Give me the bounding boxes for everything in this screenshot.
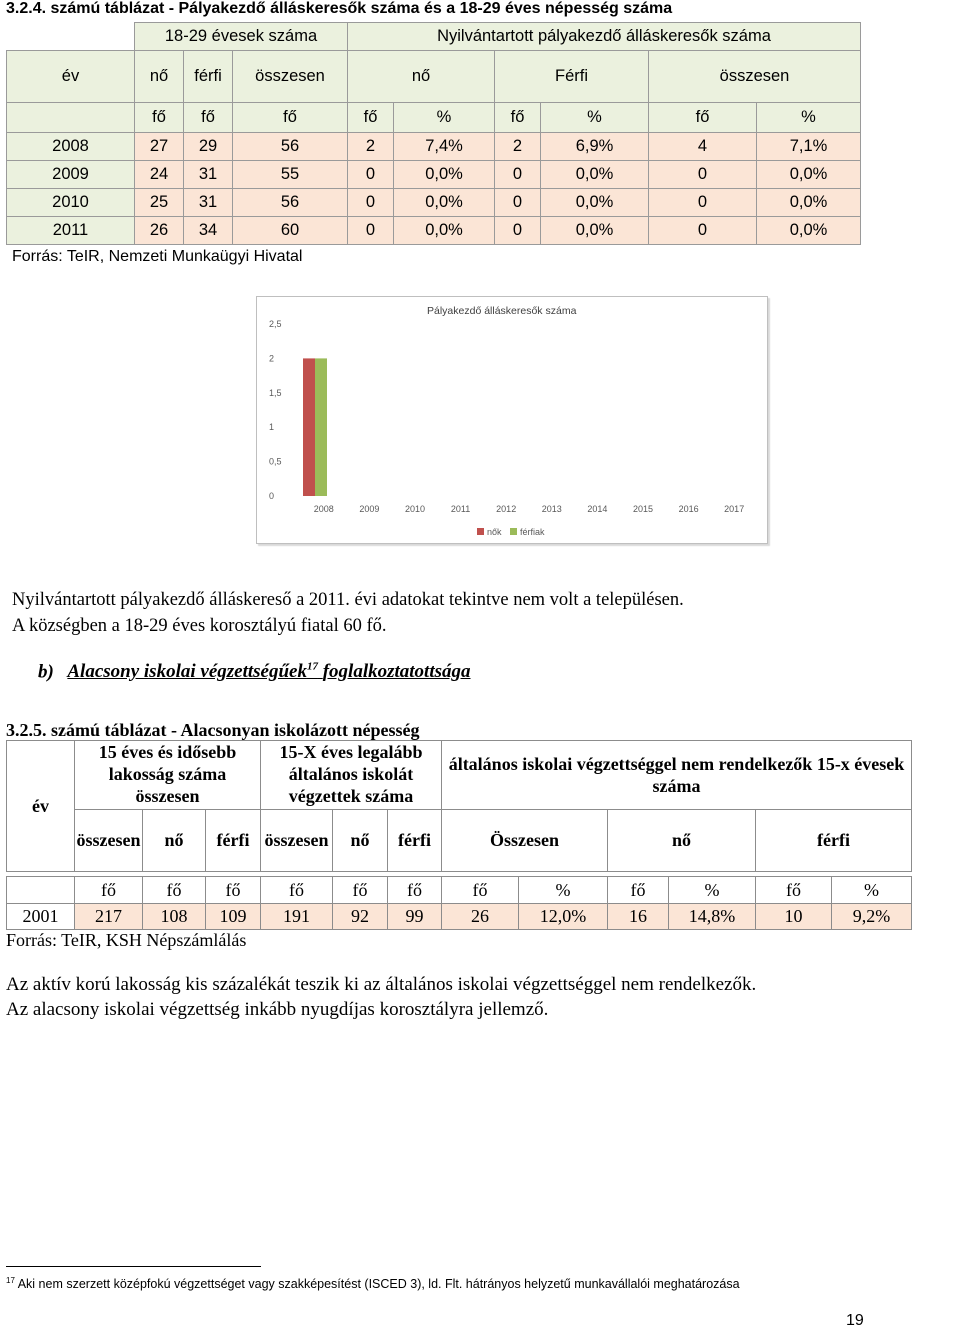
- youth-jobseekers-table: [6, 22, 861, 245]
- table-cell: 0,0%: [394, 161, 495, 189]
- table-cell: 31: [184, 189, 233, 217]
- unit-header: fő: [388, 877, 442, 904]
- col-header-year: év: [7, 51, 135, 103]
- footnote-divider: [6, 1266, 261, 1267]
- table-cell: 0: [348, 189, 394, 217]
- x-tick-label: 2016: [678, 504, 699, 514]
- group-header-completed: 15-X éves legalább általános iskolát végzettek száma: [261, 741, 442, 810]
- table-cell: 7,1%: [757, 133, 861, 161]
- legend-swatch: [510, 528, 517, 535]
- table-row: [7, 189, 861, 217]
- table-cell: 0,0%: [394, 189, 495, 217]
- x-tick-label: 2009: [359, 504, 380, 514]
- col-header: nő: [333, 810, 388, 872]
- unit-header: fő: [333, 877, 388, 904]
- table-cell: 0: [649, 161, 757, 189]
- unit-header: fő: [233, 103, 348, 133]
- table-cell: 24: [135, 161, 184, 189]
- table-cell: 0,0%: [394, 217, 495, 245]
- group-header-registered: Nyilvántartott pályakezdő álláskeresők száma: [348, 23, 861, 51]
- x-tick-label: 2015: [632, 504, 654, 514]
- footnote-ref: 17: [306, 661, 318, 673]
- unit-header: %: [394, 103, 495, 133]
- unit-header: fő: [608, 877, 669, 904]
- table-cell: 0: [649, 217, 757, 245]
- col-header-male: férfi: [184, 51, 233, 103]
- table-cell: 27: [135, 133, 184, 161]
- col-header: Összesen: [442, 810, 608, 872]
- unit-header: fő: [75, 877, 143, 904]
- table-cell: 0,0%: [757, 189, 861, 217]
- table-cell: 29: [184, 133, 233, 161]
- table-cell: 0: [348, 161, 394, 189]
- table-cell: 0: [495, 217, 541, 245]
- legend-swatch: [477, 528, 484, 535]
- col-header-reg-female: nő: [348, 51, 495, 103]
- table-cell: 2: [348, 133, 394, 161]
- table-row: [7, 904, 912, 930]
- table-row: [7, 217, 861, 245]
- table-cell: 0: [348, 217, 394, 245]
- col-header: nő: [143, 810, 206, 872]
- col-header-reg-male: Férfi: [495, 51, 649, 103]
- table-row: [7, 133, 861, 161]
- unit-header: fő: [143, 877, 206, 904]
- table1-title: 3.2.4. számú táblázat - Pályakezdő álláskeresők száma és a 18-29 éves népesség száma: [6, 0, 673, 17]
- x-tick-label: 2017: [724, 504, 745, 514]
- col-header: összesen: [75, 810, 143, 872]
- footnote-number: 17: [6, 1276, 15, 1285]
- bar-chart: [256, 296, 768, 544]
- x-tick-label: 2008: [313, 504, 334, 514]
- y-tick-label: 1,5: [269, 387, 282, 398]
- group-header-population: 18-29 évesek száma: [135, 23, 348, 51]
- low-education-table: [6, 740, 912, 930]
- y-tick-label: 0,5: [269, 456, 282, 467]
- unit-header: fő: [206, 877, 261, 904]
- section-heading: [38, 661, 471, 683]
- unit-header: fő: [261, 877, 333, 904]
- paragraph: Az alacsony iskolai végzettség inkább nyugdíjas korosztályra jellemző.: [6, 999, 549, 1020]
- section-title-end: foglalkoztatottsága: [322, 661, 471, 683]
- x-tick-label: 2011: [450, 504, 471, 514]
- table-cell: 2: [495, 133, 541, 161]
- y-tick-label: 2,5: [269, 319, 282, 329]
- section-title-text: Alacsony iskolai végzettségűek: [67, 661, 307, 683]
- table-cell: 0: [495, 161, 541, 189]
- col-header: férfi: [206, 810, 261, 872]
- table-cell: 0,0%: [541, 217, 649, 245]
- table-cell: 109: [206, 904, 261, 930]
- table-cell: 25: [135, 189, 184, 217]
- section-title: [67, 661, 470, 682]
- unit-header: %: [541, 103, 649, 133]
- unit-header: %: [669, 877, 756, 904]
- unit-header: fő: [348, 103, 394, 133]
- unit-header: fő: [495, 103, 541, 133]
- row-year: 2008: [7, 133, 135, 161]
- chart-svg: [257, 297, 767, 543]
- x-tick-label: 2012: [496, 504, 517, 514]
- col-header: összesen: [261, 810, 333, 872]
- section-prefix: b): [38, 661, 54, 683]
- col-header-reg-total: összesen: [649, 51, 861, 103]
- table-cell: 191: [261, 904, 333, 930]
- table-row: [7, 161, 861, 189]
- bar-nők-2008: [303, 358, 315, 496]
- x-tick-label: 2010: [404, 504, 426, 514]
- y-tick-label: 1: [269, 422, 275, 433]
- unit-header: fő: [442, 877, 519, 904]
- paragraph: A községben a 18-29 éves korosztályú fiatal 60 fő.: [12, 616, 387, 636]
- unit-header: fő: [184, 103, 233, 133]
- table-cell: 217: [75, 904, 143, 930]
- unit-header: fő: [649, 103, 757, 133]
- table-cell: 99: [388, 904, 442, 930]
- x-tick-label: 2013: [541, 504, 562, 514]
- table-cell: 26: [135, 217, 184, 245]
- table-cell: 34: [184, 217, 233, 245]
- unit-header: %: [519, 877, 608, 904]
- footnote: [6, 1276, 740, 1291]
- table-cell: 55: [233, 161, 348, 189]
- table-cell: 6,9%: [541, 133, 649, 161]
- col-header-year: év: [7, 741, 75, 872]
- table-cell: 0,0%: [541, 161, 649, 189]
- row-year: 2009: [7, 161, 135, 189]
- legend-label: férfiak: [520, 527, 545, 537]
- table-cell: 4: [649, 133, 757, 161]
- table-cell: 9,2%: [832, 904, 912, 930]
- table-cell: 14,8%: [669, 904, 756, 930]
- table-cell: 10: [756, 904, 832, 930]
- table-cell: 16: [608, 904, 669, 930]
- table-cell: 56: [233, 189, 348, 217]
- row-year: 2001: [7, 904, 75, 930]
- col-header: férfi: [756, 810, 912, 872]
- footnote-text: Aki nem szerzett középfokú végzettséget vagy szakképesítést (ISCED 3), ld. Flt. hátrányos helyzetű munkavállalói meghatározása: [17, 1277, 740, 1291]
- group-header-population: 15 éves és idősebb lakosság száma összesen: [75, 741, 261, 810]
- table2-title: 3.2.5. számú táblázat - Alacsonyan iskolázott népesség: [6, 720, 420, 740]
- legend-label: nők: [487, 527, 502, 537]
- row-year: 2011: [7, 217, 135, 245]
- table-cell: 31: [184, 161, 233, 189]
- table-cell: 0,0%: [757, 161, 861, 189]
- table-cell: 0,0%: [541, 189, 649, 217]
- table2-source: Forrás: TeIR, KSH Népszámlálás: [6, 930, 247, 950]
- col-header-female: nő: [135, 51, 184, 103]
- table-cell: 7,4%: [394, 133, 495, 161]
- table-cell: 108: [143, 904, 206, 930]
- y-tick-label: 0: [269, 491, 275, 501]
- unit-header: %: [832, 877, 912, 904]
- col-header: férfi: [388, 810, 442, 872]
- paragraph: Az aktív korú lakosság kis százalékát teszik ki az általános iskolai végzettséggel nem rendelkezők.: [6, 974, 757, 995]
- y-tick-label: 2: [269, 353, 275, 364]
- table-cell: 12,0%: [519, 904, 608, 930]
- unit-header: %: [757, 103, 861, 133]
- page-number: 19: [846, 1312, 864, 1329]
- col-header: nő: [608, 810, 756, 872]
- paragraph: Nyilvántartott pályakezdő álláskereső a 2011. évi adatokat tekintve nem volt a településen.: [12, 590, 684, 610]
- table1-source: Forrás: TeIR, Nemzeti Munkaügyi Hivatal: [12, 248, 303, 265]
- chart-title: Pályakezdő álláskeresők száma: [427, 305, 577, 317]
- x-tick-label: 2014: [587, 504, 608, 514]
- bar-férfiak-2008: [315, 358, 327, 496]
- group-header-no-school: általános iskolai végzettséggel nem rendelkezők 15-x évesek száma: [442, 741, 912, 810]
- table-cell: 26: [442, 904, 519, 930]
- table-cell: 56: [233, 133, 348, 161]
- unit-header: fő: [135, 103, 184, 133]
- table-cell: 0: [649, 189, 757, 217]
- table-cell: 0: [495, 189, 541, 217]
- table-cell: 92: [333, 904, 388, 930]
- table-cell: 0,0%: [757, 217, 861, 245]
- col-header-total: összesen: [233, 51, 348, 103]
- unit-header: fő: [756, 877, 832, 904]
- row-year: 2010: [7, 189, 135, 217]
- table-cell: 60: [233, 217, 348, 245]
